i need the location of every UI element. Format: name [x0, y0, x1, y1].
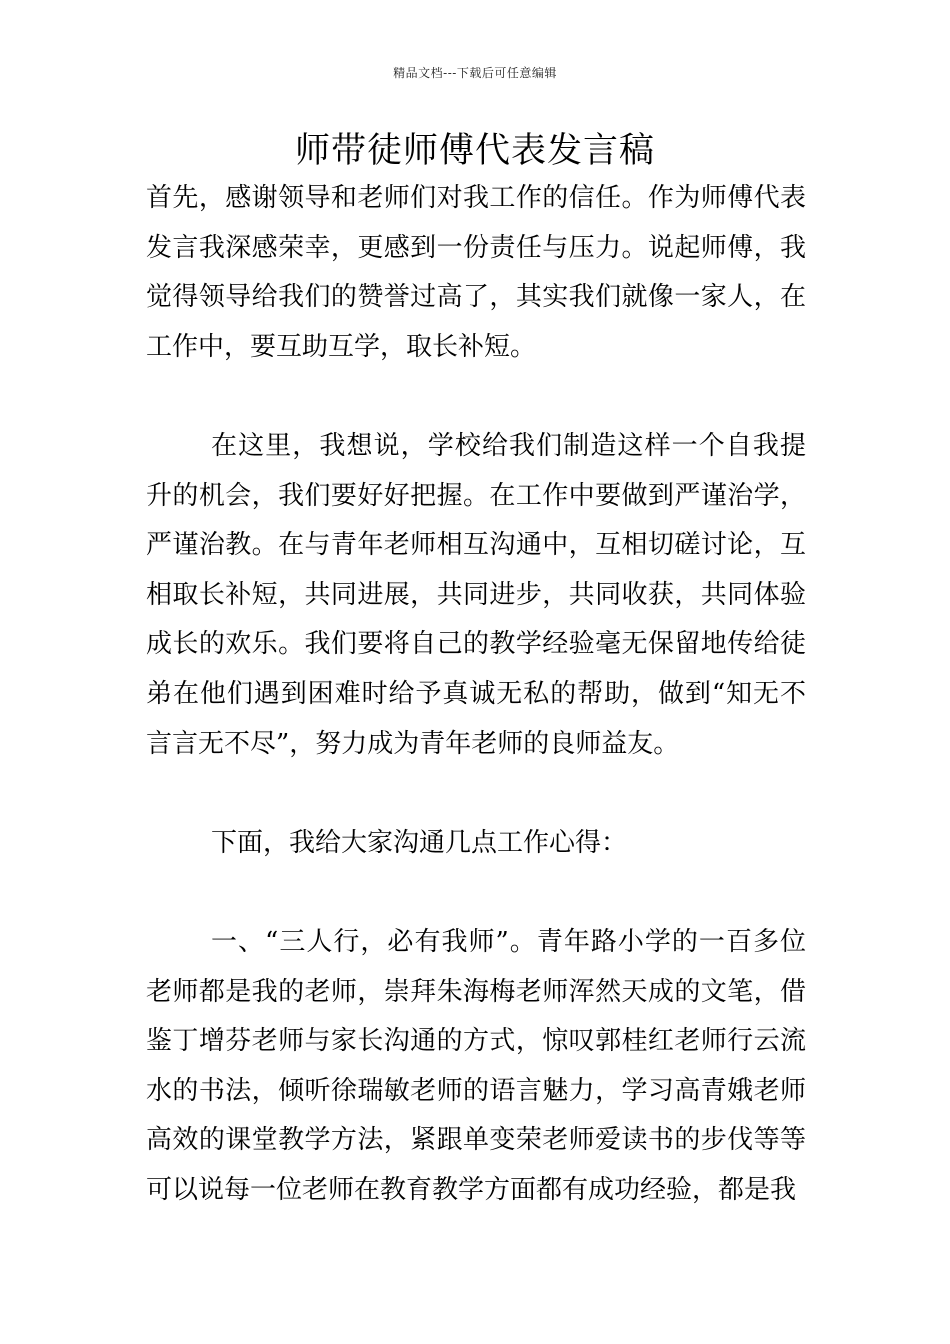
paragraph-gap	[146, 868, 806, 918]
header-note: 精品文档---下载后可任意编辑	[393, 66, 557, 80]
paragraph-lead-in: 下面，我给大家沟通几点工作心得：	[211, 827, 628, 858]
paragraph-point-one: 一、“三人行，必有我师”。青年路小学的一百多位老师都是我的老师，崇拜朱海梅老师浑然天成的文笔，借鉴丁增芬老师与家长沟通的方式，惊叹郭桂红老师行云流水的书法，倾听徐瑞敏老师的语言魅力，学习高青娥老师高效的课堂教学方法，紧跟单变荣老师爱读书的步伐等等可以说每一位老师在教育教学方面都有成功经验，都是我	[146, 926, 806, 1205]
document-body	[146, 174, 806, 1215]
paragraph-gap	[146, 769, 806, 819]
paragraph-gap	[146, 372, 806, 422]
paragraph-opportunity: 在这里，我想说，学校给我们制造这样一个自我提升的机会，我们要好好把握。在工作中要做到严谨治学，严谨治教。在与青年老师相互沟通中，互相切磋讨论，互相取长补短，共同进展，共同进步，共同收获，共同体验成长的欢乐。我们要将自己的教学经验毫无保留地传给徒弟在他们遇到困难时给予真诚无私的帮助，做到“知无不言言无不尽”，努力成为青年老师的良师益友。	[146, 430, 806, 759]
paragraph-intro: 首先，感谢领导和老师们对我工作的信任。作为师傅代表发言我深感荣幸，更感到一份责任与压力。说起师傅，我觉得领导给我们的赞誉过高了，其实我们就像一家人，在工作中，要互助互学，取长补短。	[146, 183, 806, 362]
document-title: 师带徒师傅代表发言稿	[294, 131, 655, 171]
